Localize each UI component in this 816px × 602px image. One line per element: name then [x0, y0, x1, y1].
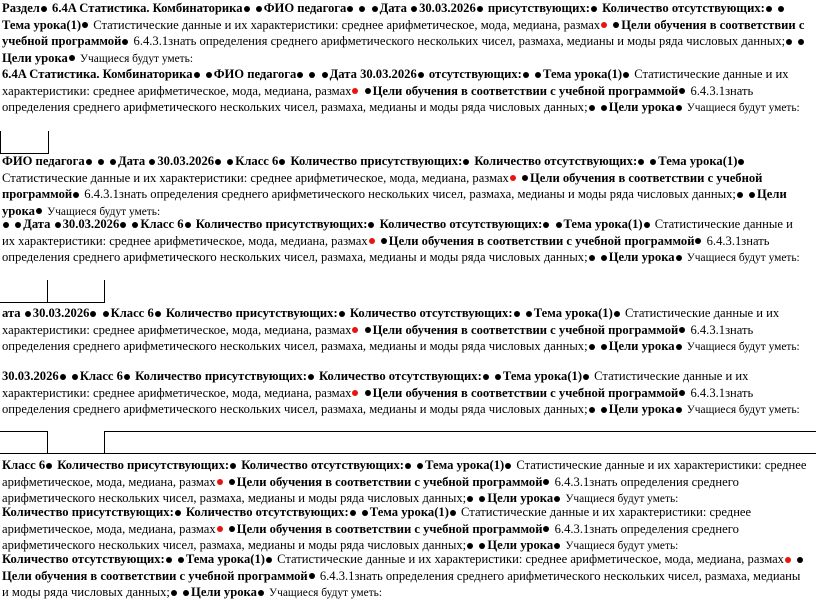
goals-value: 6.4.3.1знать определения среднего арифметического нескольких чисел, размаха, медианы и моды ряда числовых данных; — [2, 385, 754, 417]
bullet-icon — [229, 479, 235, 485]
bullet-icon — [372, 6, 378, 12]
teacher-label: ФИО педагога — [213, 67, 297, 81]
date-value: 30.03.2026 — [32, 306, 90, 320]
bullet-icon — [46, 463, 52, 469]
class-label: Класс — [235, 154, 269, 168]
bullet-icon — [477, 6, 483, 12]
bullet-icon — [589, 255, 595, 261]
bullet-icon — [155, 311, 161, 317]
bullet-icon — [543, 479, 549, 485]
table-cell-fragment — [0, 131, 49, 154]
objectives-value: Учащиеся будут уметь: — [565, 493, 679, 506]
bullet-icon — [178, 557, 184, 563]
bullet-icon — [676, 105, 682, 111]
red-bullet-icon — [217, 479, 223, 485]
bullet-icon — [554, 496, 560, 502]
date-value: 30.03.2026 — [157, 154, 215, 168]
bullet-icon — [695, 238, 701, 244]
bullet-icon — [543, 526, 549, 532]
goals-label: Цели обучения в соответствии с учебной программой — [388, 233, 695, 248]
goals-label: Цели обучения в соответствии с учебной программой — [236, 474, 543, 489]
section-value: 6.4A Статистика. Комбинаторика — [52, 1, 243, 15]
absent-label: Количество отсутствующих: — [602, 1, 765, 15]
topic-value: Статистические данные и их характеристики: среднее арифметическое, мода, медиана, размах — [2, 505, 752, 536]
bullet-icon — [613, 22, 619, 28]
bullet-icon — [122, 39, 128, 45]
bullet-icon — [601, 344, 607, 350]
topic-value: Статистические данные и их характеристики: среднее арифметическое, мода, медиана, размах — [2, 170, 509, 185]
bullet-icon — [230, 463, 236, 469]
table-rule — [0, 302, 103, 303]
absent-label: Количество отсутствующих: — [2, 552, 165, 566]
bullet-icon — [365, 88, 371, 94]
bullet-icon — [308, 374, 314, 380]
section-label: Раздел — [2, 1, 40, 15]
bullet-icon — [322, 72, 328, 78]
table-rule — [0, 453, 816, 454]
bullet-icon — [623, 72, 629, 78]
bullet-icon — [676, 407, 682, 413]
bullet-icon — [82, 22, 88, 28]
goals-label: Цели обучения в соответствии с учебной программой — [2, 17, 805, 49]
topic-value: Статистические данные и их характеристики: среднее арифметическое, мода, медиана, размах — [2, 217, 793, 248]
bullet-icon — [120, 222, 126, 228]
bullet-icon — [73, 192, 79, 198]
bullet-icon — [227, 159, 233, 165]
bullet-icon — [405, 463, 411, 469]
bullet-icon — [359, 6, 365, 12]
bullet-icon — [55, 222, 61, 228]
red-bullet-icon — [601, 22, 607, 28]
bullet-icon — [467, 496, 473, 502]
objectives-value: Учащиеся будут уметь: — [686, 404, 800, 417]
bullet-icon — [495, 374, 501, 380]
bullet-icon — [166, 557, 172, 563]
absent-label: Количество отсутствующих: — [185, 505, 349, 519]
goals-label: Цели обучения в соответствии с учебной программой — [372, 385, 679, 400]
bullet-icon — [589, 407, 595, 413]
goals-label: Цели обучения в соответствии с учебной программой — [372, 83, 679, 98]
absent-label: Количество отсутствующих: — [474, 154, 638, 168]
absent-label: Количество отсутствующих: — [349, 306, 513, 320]
bullet-icon — [215, 159, 221, 165]
goals-value: 6.4.3.1знать определения среднего арифметического нескольких чисел, размаха, медианы и моды ряда числовых данных; — [133, 34, 786, 49]
goals-label: Цели обучения в соответствии с учебной программой — [2, 170, 763, 202]
goals-value: 6.4.3.1знать определения среднего арифметического нескольких чисел, размаха, медианы и моды ряда числовых данных; — [2, 233, 770, 265]
objectives-label: Цели урока — [608, 250, 675, 265]
bullet-icon — [650, 159, 656, 165]
objectives-value: Учащиеся будут уметь: — [79, 52, 193, 65]
bullet-icon — [614, 311, 620, 317]
bullet-icon — [514, 311, 520, 317]
present-label: Количество присутствующих: — [195, 217, 368, 231]
topic-label: Тема урока(1) — [2, 17, 82, 32]
bullet-icon — [786, 39, 792, 45]
objectives-label: Цели урока — [2, 50, 68, 65]
bullet-icon — [309, 573, 315, 579]
lesson-header-block-8 — [2, 504, 808, 555]
class-value: 6 — [177, 217, 184, 231]
bullet-icon — [365, 390, 371, 396]
present-label: присутствующих: — [487, 1, 590, 15]
bullet-icon — [676, 255, 682, 261]
bullet-icon — [638, 159, 644, 165]
bullet-icon — [417, 463, 423, 469]
table-cell-fragment — [47, 280, 105, 303]
bullet-icon — [766, 6, 772, 12]
bullet-icon — [25, 311, 31, 317]
bullet-icon — [132, 222, 138, 228]
bullet-icon — [679, 390, 685, 396]
bullet-icon — [535, 72, 541, 78]
lesson-header-block-5 — [2, 305, 808, 356]
bullet-icon — [362, 510, 368, 516]
present-label: Количество присутствующих: — [290, 154, 463, 168]
objectives-label: Цели урока — [2, 187, 787, 218]
bullet-icon — [86, 159, 92, 165]
bullet-icon — [171, 590, 177, 596]
bullet-icon — [479, 496, 485, 502]
bullet-icon — [175, 510, 181, 516]
bullet-icon — [411, 6, 417, 12]
table-rule — [0, 431, 816, 432]
topic-value: Статистические данные и их характеристики: среднее арифметическое, мода, медиана, размах — [277, 552, 784, 566]
bullet-icon — [601, 407, 607, 413]
goals-label: Цели обучения в соответствии с учебной программой — [236, 521, 543, 536]
objectives-label: Цели урока — [608, 100, 675, 115]
date-value: 30.03.2026 — [62, 217, 120, 231]
bullet-icon — [69, 55, 75, 61]
bullet-icon — [505, 463, 511, 469]
lesson-header-block-6 — [2, 368, 808, 419]
date-label: Дата — [117, 154, 146, 168]
teacher-label: ФИО педагога — [263, 1, 347, 15]
bullet-icon — [463, 159, 469, 165]
bullet-icon — [601, 105, 607, 111]
bullet-icon — [103, 311, 109, 317]
red-bullet-icon — [217, 526, 223, 532]
red-bullet-icon — [369, 238, 375, 244]
lesson-header-block-9 — [2, 551, 808, 602]
present-label: Количество присутствующих: — [135, 369, 307, 383]
date-value: 30.03.2026 — [360, 67, 417, 81]
bullet-icon — [72, 374, 78, 380]
topic-value: Статистические данные и их характеристики: среднее арифметическое, мода, медиана, размах — [2, 458, 807, 489]
date-label: Дата — [23, 217, 51, 231]
date-label: Дата — [379, 1, 407, 15]
bullet-icon — [679, 327, 685, 333]
goals-label: Цели обучения в соответствии с учебной программой — [2, 568, 308, 583]
section-value: 6.4A Статистика. Комбинаторика — [2, 67, 193, 81]
bullet-icon — [749, 192, 755, 198]
bullet-icon — [15, 222, 21, 228]
class-label: Класс — [140, 217, 175, 231]
topic-label: Тема урока(1) — [563, 217, 643, 231]
red-bullet-icon — [352, 327, 358, 333]
topic-value: Статистические данные и их характеристики: среднее арифметическое, мода, медиана, размах — [2, 67, 789, 98]
bullet-icon — [483, 374, 489, 380]
bullet-icon — [3, 222, 9, 228]
bullet-icon — [256, 6, 262, 12]
bullet-icon — [258, 590, 264, 596]
date-label: Дата — [329, 67, 357, 81]
objectives-value: Учащиеся будут уметь: — [47, 205, 161, 218]
topic-value: Статистические данные и их характеристики: среднее арифметическое, мода, медиана, размах — [2, 369, 749, 400]
goals-value: 6.4.3.1знать определения среднего арифметического нескольких чисел, размаха, медианы и моды ряда числовых данных; — [2, 83, 754, 115]
bullet-icon — [467, 543, 473, 549]
bullet-icon — [279, 159, 285, 165]
bullet-icon — [450, 510, 456, 516]
objectives-value: Учащиеся будут уметь: — [686, 102, 800, 115]
bullet-icon — [797, 557, 803, 563]
bullet-icon — [266, 557, 272, 563]
bullet-icon — [124, 374, 130, 380]
class-value: 6 — [147, 306, 154, 320]
bullet-icon — [339, 311, 345, 317]
date-value: 30.03.2026 — [419, 1, 476, 15]
bullet-icon — [738, 159, 744, 165]
objectives-label: Цели урока — [191, 585, 257, 600]
topic-value: Статистические данные и их характеристики: среднее арифметическое, мода, медиана, размах — [93, 17, 601, 32]
bullet-icon — [41, 6, 47, 12]
bullet-icon — [589, 344, 595, 350]
bullet-icon — [350, 510, 356, 516]
bullet-icon — [798, 39, 804, 45]
bullet-icon — [365, 327, 371, 333]
objectives-value: Учащиеся будут уметь: — [686, 341, 800, 354]
bullet-icon — [526, 311, 532, 317]
goals-label: Цели обучения в соответствии с учебной программой — [372, 322, 679, 337]
bullet-icon — [347, 6, 353, 12]
bullet-icon — [583, 374, 589, 380]
red-bullet-icon — [352, 88, 358, 94]
objectives-label: Цели урока — [608, 339, 675, 354]
red-bullet-icon — [785, 557, 791, 563]
bullet-icon — [368, 222, 374, 228]
objectives-label: Цели урока — [487, 491, 554, 506]
bullet-icon — [644, 222, 650, 228]
bullet-icon — [110, 159, 116, 165]
bullet-icon — [737, 192, 743, 198]
bullet-icon — [149, 159, 155, 165]
topic-value: Статистические данные и их характеристики: среднее арифметическое, мода, медиана, размах — [2, 306, 780, 337]
topic-label: Тема урока(1) — [543, 67, 623, 81]
bullet-icon — [185, 222, 191, 228]
objectives-label: Цели урока — [608, 402, 675, 417]
lesson-header-block-2 — [2, 66, 808, 117]
class-value: 6 — [272, 154, 279, 168]
topic-label: Тема урока(1) — [658, 154, 738, 168]
bullet-icon — [36, 208, 42, 214]
bullet-icon — [297, 72, 303, 78]
bullet-icon — [778, 6, 784, 12]
bullet-icon — [183, 590, 189, 596]
topic-label: Тема урока(1) — [185, 552, 265, 566]
red-bullet-icon — [510, 175, 516, 181]
class-value: 6 — [116, 369, 123, 383]
bullet-icon — [60, 374, 66, 380]
topic-label: Тема урока(1) — [533, 306, 613, 320]
objectives-value: Учащиеся будут уметь: — [565, 540, 679, 553]
objectives-label: Цели урока — [487, 538, 554, 553]
bullet-icon — [98, 159, 104, 165]
date-value: 30.03.2026 — [2, 369, 59, 383]
red-bullet-icon — [352, 390, 358, 396]
lesson-header-block-7 — [2, 457, 808, 508]
class-value: 6 — [38, 458, 46, 472]
present-label: Количество присутствующих: — [57, 458, 230, 472]
present-label: Количество присутствующих: — [165, 306, 338, 320]
topic-label: Тема урока(1) — [425, 458, 505, 472]
bullet-icon — [554, 543, 560, 549]
bullet-icon — [479, 543, 485, 549]
goals-value: 6.4.3.1знать определения среднего арифметического нескольких чисел, размаха, медианы и моды ряда числовых данных; — [2, 521, 739, 553]
bullet-icon — [679, 88, 685, 94]
bullet-icon — [601, 255, 607, 261]
bullet-icon — [543, 222, 549, 228]
bullet-icon — [556, 222, 562, 228]
absent-label: Количество отсутствующих: — [379, 217, 543, 231]
absent-label: Количество отсутствующих: — [319, 369, 482, 383]
present-label: Количество присутствующих: — [2, 505, 174, 519]
topic-label: Тема урока(1) — [369, 505, 449, 519]
topic-label: Тема урока(1) — [502, 369, 583, 383]
lesson-header-block-3 — [2, 153, 808, 220]
teacher-label: ФИО педагога — [2, 154, 85, 168]
bullet-icon — [591, 6, 597, 12]
goals-value: 6.4.3.1знать определения среднего арифметического нескольких чисел, размаха, медианы и моды ряда числовых данных; — [2, 568, 801, 600]
bullet-icon — [90, 311, 96, 317]
date-label: ата — [2, 306, 21, 320]
objectives-value: Учащиеся будут уметь: — [269, 587, 383, 600]
class-label: Класс — [2, 458, 36, 472]
table-cell-fragment — [47, 431, 105, 454]
bullet-icon — [309, 72, 315, 78]
bullet-icon — [676, 344, 682, 350]
bullet-icon — [381, 238, 387, 244]
lesson-header-block-1 — [2, 0, 808, 67]
absent-label: отсутствующих: — [428, 67, 522, 81]
class-label: Класс — [110, 306, 145, 320]
bullet-icon — [589, 105, 595, 111]
bullet-icon — [523, 72, 529, 78]
bullet-icon — [522, 175, 528, 181]
bullet-icon — [418, 72, 424, 78]
goals-value: 6.4.3.1знать определения среднего арифметического нескольких чисел, размаха, медианы и моды ряда числовых данных; — [2, 322, 754, 354]
goals-value: 6.4.3.1знать определения среднего арифметического нескольких чисел, размаха, медианы и моды ряда числовых данных; — [84, 187, 736, 202]
bullet-icon — [194, 72, 200, 78]
lesson-header-block-4 — [2, 216, 808, 267]
goals-value: 6.4.3.1знать определения среднего арифметического нескольких чисел, размаха, медианы и моды ряда числовых данных; — [2, 474, 739, 506]
class-label: Класс — [79, 369, 114, 383]
bullet-icon — [206, 72, 212, 78]
bullet-icon — [244, 6, 250, 12]
bullet-icon — [229, 526, 235, 532]
absent-label: Количество отсутствующих: — [241, 458, 404, 472]
objectives-value: Учащиеся будут уметь: — [686, 252, 800, 265]
